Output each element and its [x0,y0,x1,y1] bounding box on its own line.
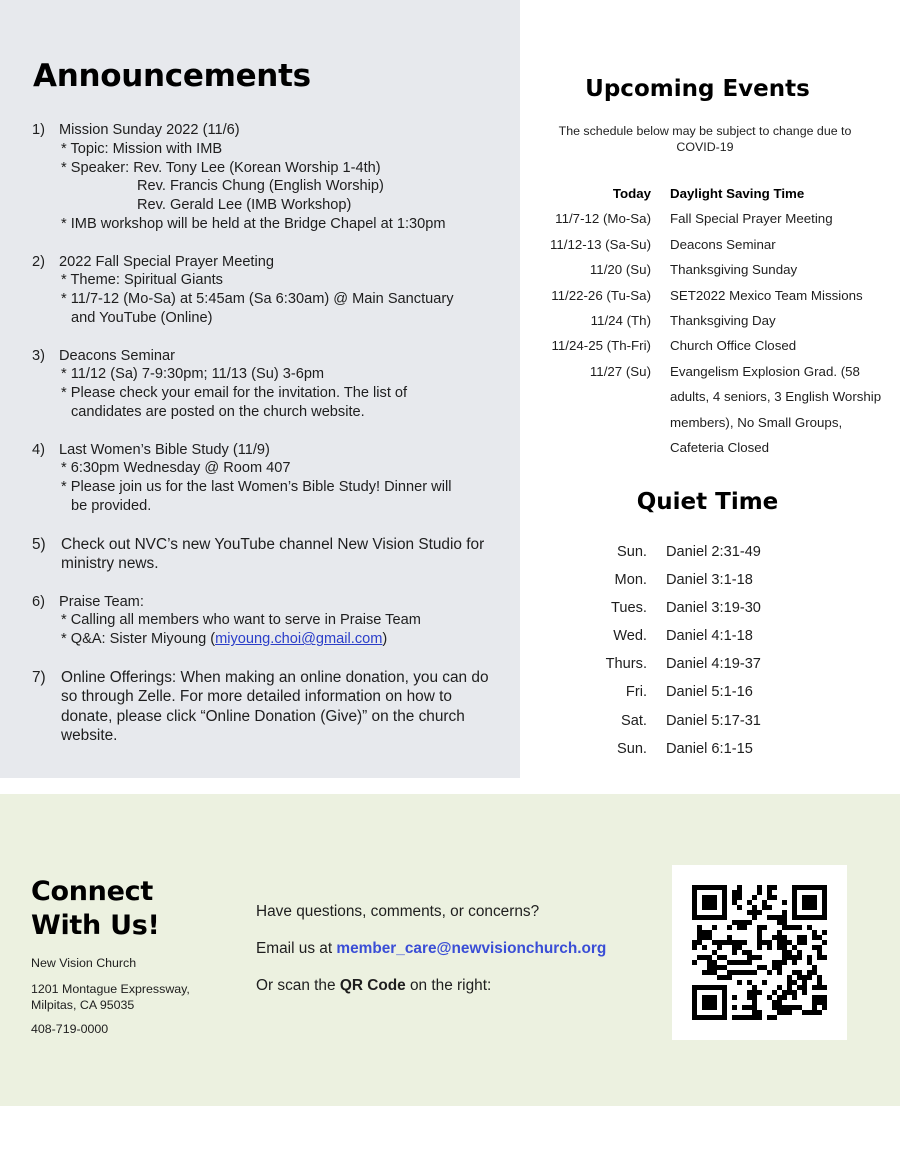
event-row [536,308,886,333]
event-row [536,232,886,257]
item-note: * Please join us for the last Women’s Bible Study! Dinner will [61,479,452,496]
qt-ref: Daniel 4:1-18 [666,628,753,645]
announcement-item-1 [32,121,502,234]
item-speaker-2: Rev. Francis Chung (English Worship) [137,178,384,195]
item-call: * Calling all members who want to serve in Praise Team [61,612,421,629]
item-note-cont: candidates are posted on the church website. [71,403,365,420]
announcement-item-3 [32,347,502,422]
event-row [536,206,886,231]
email-line [256,940,606,958]
qa-prefix: * Q&A: Sister Miyoung ( [61,631,216,648]
church-phone: 408-719-0000 [31,1022,109,1036]
event-date: 11/27 (Su) [589,363,651,379]
contact-email-link[interactable]: member_care@newvisionchurch.org [336,940,607,957]
events-header-date: Today [612,186,651,201]
item-workshop: * IMB workshop will be held at the Bridge Chapel at 1:30pm [61,215,446,232]
qt-ref: Daniel 3:19-30 [666,600,761,617]
qr-code-graphic [692,885,827,1020]
quiet-time-row [580,538,880,566]
item-number: 5) [32,535,46,553]
item-note-cont: be provided. [71,497,152,514]
qr-code-icon [672,865,847,1040]
events-header-row [536,181,886,206]
qt-day: Tues. [611,600,647,617]
item-time-cont: and YouTube (Online) [71,309,213,326]
event-name: Church Office Closed [670,338,797,354]
event-date: 11/22-26 (Tu-Sa) [551,287,651,303]
quiet-time-row [580,622,880,650]
qt-day: Wed. [613,628,647,645]
events-header-name: Daylight Saving Time [670,186,805,201]
event-name: Thanksgiving Sunday [670,262,798,278]
item-topic: * Topic: Mission with IMB [61,140,223,157]
qt-ref: Daniel 4:19-37 [666,656,761,673]
item-text: Check out NVC’s new YouTube channel New Vision Studio for ministry news. [61,535,485,573]
scan-line [256,977,491,995]
connect-title [31,875,159,943]
announcement-item-5 [32,535,502,574]
event-name: Evangelism Explosion Grad. (58 adults, 4 seniors, 3 English Worship members), No Small Groups, Cafeteria Closed [670,363,882,456]
item-title: Mission Sunday 2022 (11/6) [59,122,240,138]
announcement-item-2 [32,253,502,328]
scan-prefix: Or scan the [256,977,340,994]
event-name: Deacons Seminar [670,236,776,252]
quiet-time-row [580,566,880,594]
item-number: 7) [32,668,46,686]
item-title: Deacons Seminar [59,347,175,364]
questions-text: Have questions, comments, or concerns? [256,903,540,920]
church-address: 1201 Montague Expressway, Milpitas, CA 95035 [31,982,190,1012]
item-time: * 11/7-12 (Mo-Sa) at 5:45am (Sa 6:30am) @ Main Sanctuary [61,291,454,308]
item-speaker-3: Rev. Gerald Lee (IMB Workshop) [137,197,352,214]
event-row [536,359,886,461]
event-row [536,333,886,358]
event-date: 11/20 (Su) [589,262,651,278]
item-number: 3) [32,347,45,364]
quiet-time-row [580,707,880,735]
event-date: 11/24-25 (Th-Fri) [551,338,651,354]
quiet-time-table [580,538,880,763]
events-title: Upcoming Events [585,76,810,102]
event-row [536,257,886,282]
announcement-item-6 [32,593,502,649]
event-name: SET2022 Mexico Team Missions [670,287,863,303]
quiet-time-row [580,594,880,622]
connect-title-line-1: Connect [31,876,153,907]
item-number: 2) [32,253,45,270]
qt-day: Sat. [621,712,647,729]
item-qa [59,630,502,649]
connect-title-line-2: With Us! [31,910,160,941]
announcement-item-7 [32,668,502,746]
item-number: 4) [32,441,45,458]
item-title: 2022 Fall Special Prayer Meeting [59,253,274,270]
announcements-title: Announcements [33,58,311,94]
qt-ref: Daniel 6:1-15 [666,740,753,757]
event-date: 11/12-13 (Sa-Su) [549,236,651,252]
item-theme: * Theme: Spiritual Giants [61,272,223,289]
qt-day: Mon. [614,572,647,589]
event-name: Thanksgiving Day [670,313,776,329]
item-note: * Please check your email for the invitation. The list of [61,385,408,402]
item-time: * 6:30pm Wednesday @ Room 407 [61,460,291,477]
qa-email-link[interactable]: miyoung.choi@gmail.com [215,631,383,648]
event-date: 11/7-12 (Mo-Sa) [555,211,651,227]
item-time: * 11/12 (Sa) 7-9:30pm; 11/13 (Su) 3-6pm [61,366,325,383]
qt-day: Sun. [616,544,647,560]
quiet-time-row [580,735,880,763]
announcement-item-4 [32,441,502,516]
qa-suffix: ) [382,631,388,648]
qt-day: Thurs. [605,656,647,673]
item-number: 6) [32,593,45,610]
event-row [536,283,886,308]
item-text: Online Offerings: When making an online donation, you can do so through Zelle. For more detailed information on how to donate, please click “Online Donation (Give)” on the church website. [61,668,489,745]
item-number: 1) [32,122,45,138]
scan-bold: QR Code [339,977,406,994]
qt-day: Fri. [625,684,647,701]
church-name: New Vision Church [31,956,137,970]
qt-ref: Daniel 5:1-16 [666,684,753,701]
qt-ref: Daniel 2:31-49 [666,544,761,560]
announcements-panel [0,0,520,778]
events-note: The schedule below may be subject to change due to COVID-19 [558,124,852,154]
qt-ref: Daniel 3:1-18 [666,572,753,589]
quiet-time-row [580,678,880,706]
quiet-time-title: Quiet Time [636,489,779,515]
qt-day: Sun. [616,740,647,757]
connect-footer [0,794,900,1106]
item-speaker: * Speaker: Rev. Tony Lee (Korean Worship 1-4th) [61,159,381,176]
quiet-time-row [580,650,880,678]
events-table [536,181,886,460]
item-title: Praise Team: [59,593,144,610]
event-date: 11/24 (Th) [590,313,651,329]
qt-ref: Daniel 5:17-31 [666,712,761,729]
announcements-list [32,121,502,765]
item-title: Last Women’s Bible Study (11/9) [59,441,270,458]
email-prefix: Email us at [256,940,337,957]
event-name: Fall Special Prayer Meeting [670,211,833,227]
scan-suffix: on the right: [405,977,492,994]
